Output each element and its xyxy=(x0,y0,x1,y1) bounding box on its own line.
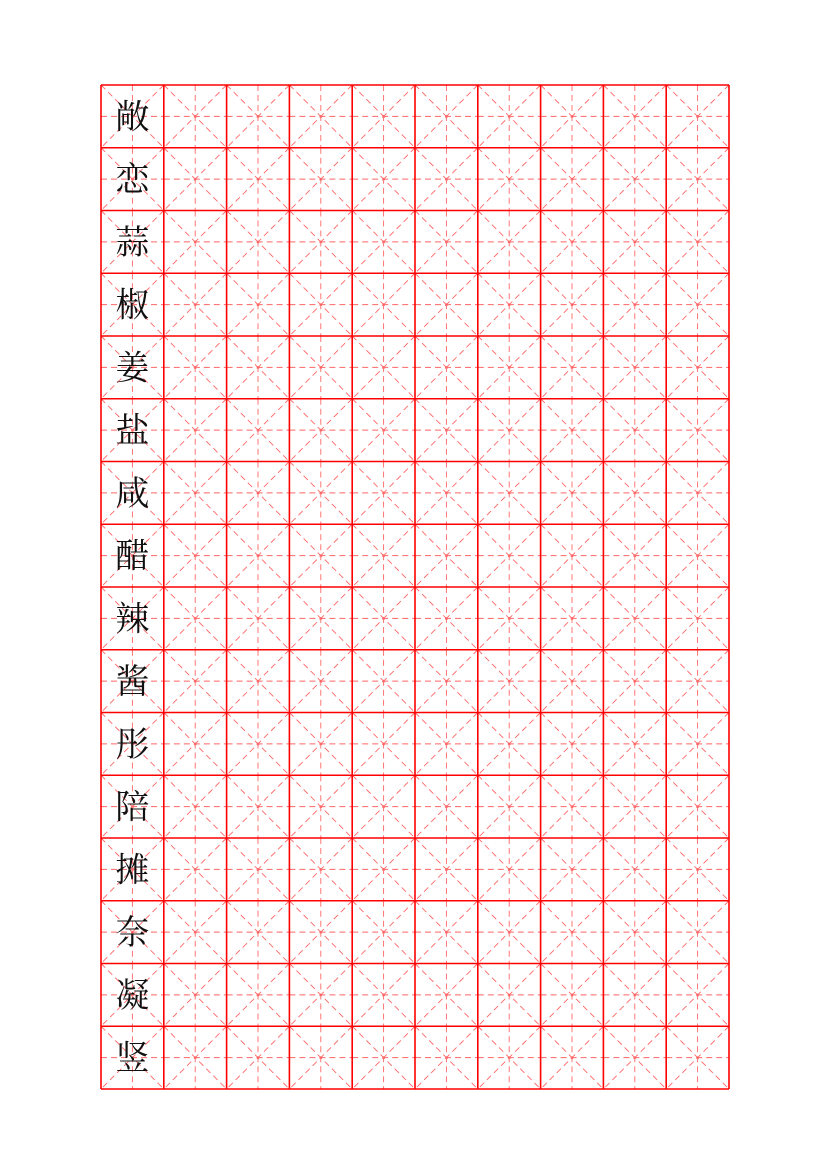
row-character: 竖 xyxy=(115,1038,150,1079)
row-character: 酱 xyxy=(115,662,150,703)
row-character: 椒 xyxy=(115,285,150,326)
row-character: 辣 xyxy=(115,599,150,640)
row-character: 摊 xyxy=(115,850,150,891)
row-character: 盐 xyxy=(115,411,150,452)
row-character: 恋 xyxy=(115,160,150,201)
row-character: 醋 xyxy=(115,536,150,577)
row-character: 陪 xyxy=(115,787,150,828)
row-characters xyxy=(115,97,150,1078)
row-character: 姜 xyxy=(115,348,150,389)
row-character: 敞 xyxy=(115,97,150,138)
row-character: 奈 xyxy=(115,913,150,954)
row-character: 蒜 xyxy=(115,222,150,263)
row-character: 彤 xyxy=(115,724,150,765)
row-character: 咸 xyxy=(115,473,150,514)
row-character: 凝 xyxy=(115,975,150,1016)
